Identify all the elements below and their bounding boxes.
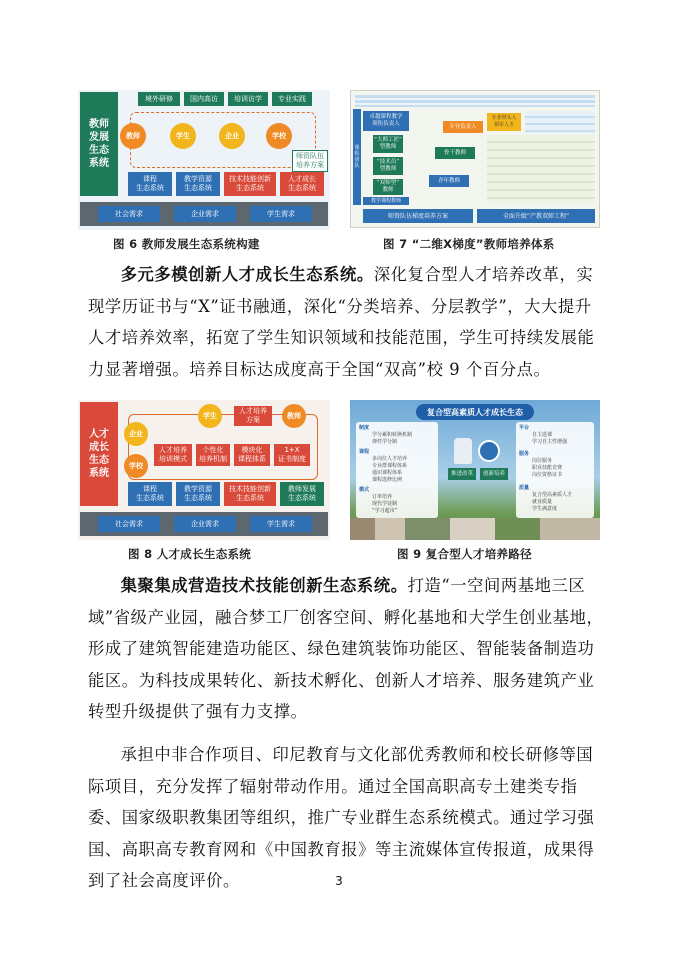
fig6-node-school: 学校: [266, 123, 292, 149]
fig6-title-box: 教师 发展 生态 系统: [80, 92, 118, 196]
figure-9: [350, 400, 600, 540]
fig8-subsystem: 技术技能创新 生态系统: [224, 482, 276, 506]
fig9-people-icon: [454, 438, 472, 464]
fig6-top-item: 国内高访: [184, 92, 224, 106]
figure-9-caption: 图 9 复合型人才培养路径: [397, 547, 532, 561]
fig9-item: 学生满意度: [532, 506, 558, 512]
fig9-banner: 复合型高素质人才成长生态: [416, 404, 534, 420]
figure-6: [78, 90, 330, 230]
fig9-group-title: 制度: [359, 425, 370, 431]
fig9-item: 弹性学分制: [372, 439, 398, 445]
figure-7: [350, 90, 600, 228]
fig6-top-item: 境外研修: [138, 92, 180, 106]
fig9-center-graphic: [448, 432, 508, 484]
fig7-bottom-label: 师资队伍梯度培养方案: [363, 209, 473, 223]
paragraph-body: 承担中非合作项目、印尼教育与文化部优秀教师和校长研修等国际项目，充分发挥了辐射带动作用。通过全国高职高专土建类专指委、国家级职教集团等组织，推广专业群生态系统模式。通过学习强国、高职高专教育网和《中国教育报》等主流媒体宣传报道，成果得到了社会高度评价。: [88, 745, 595, 890]
fig9-center-label: 推进改革: [448, 468, 476, 480]
paragraph-body: 打造“一空间两基地三区域”省级产业园，融合梦工厂创客空间、孵化基地和大学生创业基地，形成了建筑智能建造功能区、绿色建筑装饰功能区、智能装备制造功能区。为科技成果转化、新技术孵化、创新人才培养、服务建筑产业转型升级提供了强有力支撑。: [88, 576, 604, 721]
paragraph-talent-ecosystem: [88, 259, 608, 385]
fig9-center-label: 创新培养: [480, 468, 508, 480]
fig9-item: 自主选课: [532, 432, 553, 438]
fig6-top-item: 专业实践: [272, 92, 312, 106]
fig7-left-label: “双师型” 教师: [373, 179, 403, 195]
fig8-node-enterprise: 企业: [124, 422, 148, 446]
fig8-demand: 企业需求: [174, 516, 236, 532]
fig9-left-panel: [356, 422, 438, 518]
fig6-subsystem: 人才成长 生态系统: [280, 172, 324, 196]
fig7-mid-label: 专业负责人: [443, 121, 483, 133]
fig8-subsystem: 教师发展 生态系统: [280, 482, 324, 506]
figure-6-caption: 图 6 教师发展生态系统构建: [113, 237, 260, 251]
fig7-side-label: 课程团队: [353, 109, 361, 205]
fig9-item: 岗位服务: [532, 458, 553, 464]
fig9-right-panel: [516, 422, 594, 518]
fig8-subsystem: 课程 生态系统: [128, 482, 172, 506]
fig9-item: 专业群课程体系: [372, 463, 408, 469]
fig9-globe-icon: [478, 440, 500, 462]
fig7-mid-label: 青年教师: [429, 175, 469, 187]
fig7-left-label: “大师工匠” 型教师: [373, 135, 403, 153]
fig9-item: 多岗位人才培养: [372, 456, 408, 462]
fig9-item: 复合型高素质人才: [532, 492, 573, 498]
fig9-item: 学习自主性增强: [532, 439, 568, 445]
fig7-right-label: 专业带头人 领军人才: [487, 113, 521, 131]
fig9-item: 课程选修比例: [372, 477, 403, 483]
figure-8-caption: 图 8 人才成长生态系统: [128, 547, 252, 561]
fig7-course-label: 教学课程教师: [363, 197, 409, 205]
paragraph-international-projects: [88, 739, 608, 897]
page-number: 3: [335, 874, 343, 888]
fig8-subsystem: 教学资源 生态系统: [176, 482, 220, 506]
fig9-group-title: 质量: [519, 485, 530, 491]
paragraph-body: 深化复合型人才培养改革，实现学历证书与“X”证书融通，深化“分类培养、分层教学”，大大提升人才培养效率，拓宽了学生知识领域和技能范围，学生可持续发展能力显著增强。培养目标达成度高于全国“双高”校 9 个百分点。: [88, 265, 595, 379]
fig6-demand: 学生需求: [250, 206, 312, 222]
fig7-bottom-label: 全面升级“产教双师工程”: [477, 209, 595, 223]
fig9-item: 通识课程体系: [372, 470, 403, 476]
fig9-item: 职业技能竞赛: [532, 465, 563, 471]
fig6-node-student: 学生: [170, 123, 196, 149]
fig6-subsystem: 技术技能创新 生态系统: [224, 172, 276, 196]
fig6-node-teacher: 教师: [120, 123, 146, 149]
fig8-title-box: 人才 成长 生态 系统: [80, 402, 118, 506]
fig6-subsystem: 课程 生态系统: [128, 172, 172, 196]
fig8-mid-box: 个性化 培养机制: [196, 444, 230, 466]
fig8-mid-box: 1+X 证书制度: [274, 444, 310, 466]
fig9-group-title: 模式: [359, 487, 370, 493]
fig7-detail-rows: [487, 135, 595, 203]
fig8-demand: 社会需求: [98, 516, 160, 532]
fig9-group-title: 服务: [519, 451, 530, 457]
fig9-item: 学分累积转换机制: [372, 432, 413, 438]
fig9-group-title: 课程: [359, 449, 370, 455]
fig8-demand: 学生需求: [250, 516, 312, 532]
fig9-group-title: 平台: [519, 425, 530, 431]
fig9-item: 就业质量: [532, 499, 553, 505]
fig7-header-rows: [355, 95, 595, 107]
fig6-demand: 社会需求: [98, 206, 160, 222]
fig6-team-plan: 师资队伍 培养方案: [292, 150, 328, 172]
fig9-item: 岗位资格证书: [532, 472, 563, 478]
paragraph-lead: 多元多模创新人才成长生态系统。: [120, 265, 374, 284]
fig9-item: “学习超市”: [372, 508, 398, 514]
fig7-left-label: “技术员” 型教师: [373, 157, 403, 175]
fig9-item: 现代学徒制: [372, 501, 398, 507]
figure-8: [78, 400, 330, 540]
fig8-mid-box: 人才培养 培训模式: [154, 444, 192, 466]
fig9-item: 订单培养: [372, 494, 393, 500]
paragraph-lead: 集聚集成营造技术技能创新生态系统。: [120, 576, 408, 595]
fig9-campus-buildings: [350, 518, 600, 540]
fig6-top-item: 培训访学: [228, 92, 268, 106]
fig8-node-teacher: 教师: [282, 404, 306, 428]
fig7-detail-rows-top: [525, 111, 595, 133]
fig6-subsystem: 教学资源 生态系统: [176, 172, 220, 196]
paragraph-innovation-ecosystem: [88, 570, 608, 728]
fig7-left-label: 卓越课程教学 领衔负责人: [363, 111, 409, 131]
fig8-node-student: 学生: [198, 404, 222, 428]
fig6-demand: 企业需求: [174, 206, 236, 222]
fig8-node-school: 学校: [124, 454, 148, 478]
fig8-top-box: 人才培养 方案: [234, 406, 272, 426]
fig6-node-enterprise: 企业: [219, 123, 245, 149]
fig7-mid-label: 骨干教师: [435, 147, 475, 159]
fig8-mid-box: 模块化 课程体系: [234, 444, 270, 466]
figure-7-caption: 图 7 “二维X梯度”教师培养体系: [383, 237, 555, 251]
